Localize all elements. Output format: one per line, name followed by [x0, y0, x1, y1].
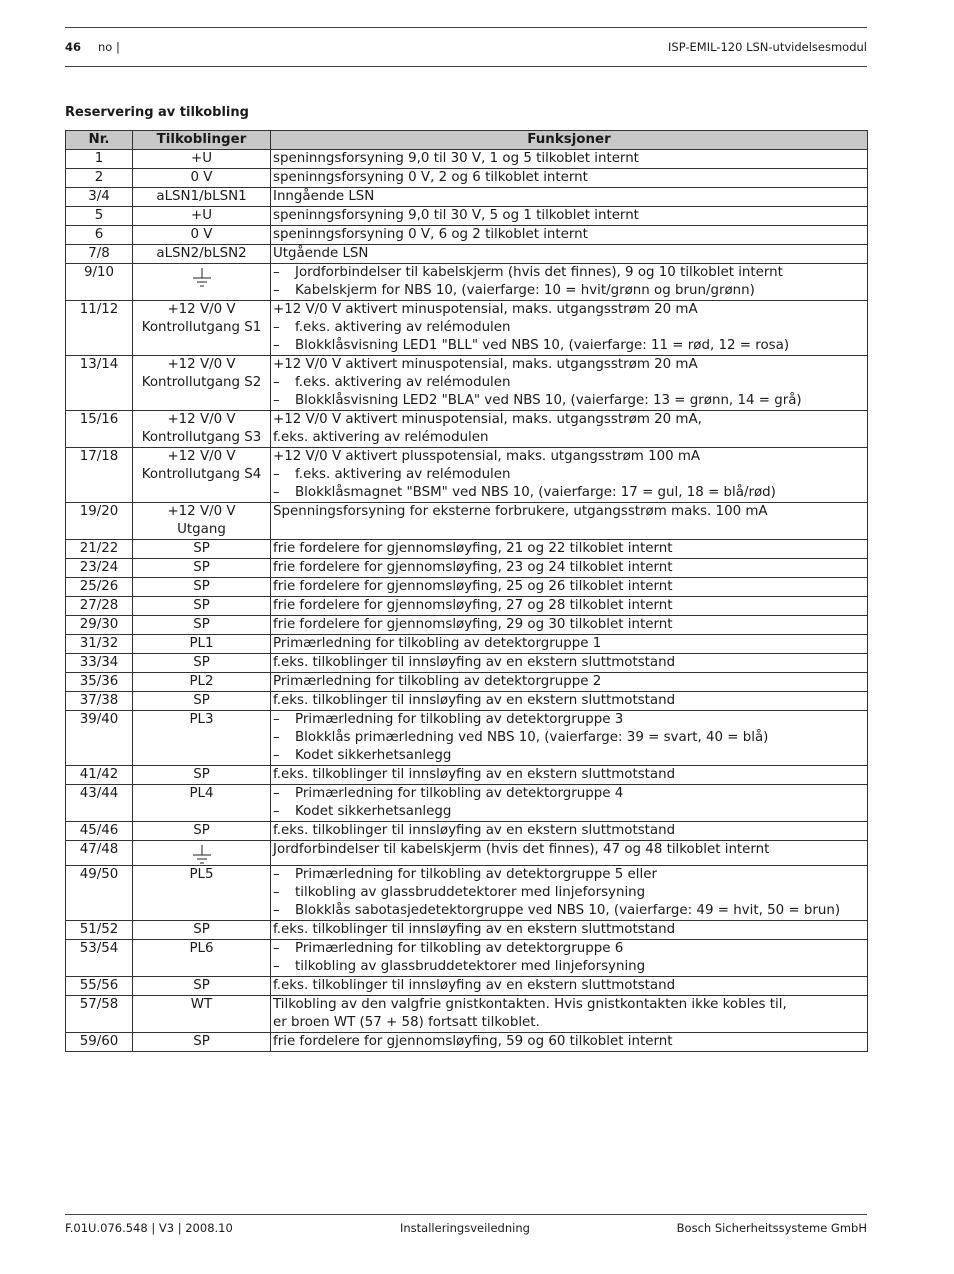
- function-bullet-line: [273, 337, 865, 355]
- cell-nr: 2: [66, 169, 133, 188]
- cell-connection: [133, 692, 271, 711]
- function-bullet-line: [273, 958, 865, 976]
- cell-function: [271, 692, 868, 711]
- cell-connection: [133, 301, 271, 356]
- function-text: tilkobling av glassbruddetektorer med linjeforsyning: [295, 885, 646, 900]
- cell-nr: 33/34: [66, 654, 133, 673]
- cell-nr: 3/4: [66, 188, 133, 207]
- ground-icon: [191, 843, 213, 865]
- cell-function: [271, 940, 868, 977]
- table-row: [66, 822, 868, 841]
- connection-label: SP: [193, 767, 210, 782]
- function-text: Primærledning for tilkobling av detektorgruppe 1: [273, 636, 602, 651]
- cell-connection: [133, 207, 271, 226]
- cell-function: [271, 245, 868, 264]
- function-text: speninngsforsyning 9,0 til 30 V, 5 og 1 tilkoblet internt: [273, 208, 639, 223]
- language-label: no |: [98, 40, 120, 54]
- cell-connection: [133, 448, 271, 503]
- dash-bullet: –: [273, 320, 280, 335]
- cell-connection: [133, 188, 271, 207]
- function-line: [273, 616, 865, 634]
- table-row: [66, 841, 868, 866]
- function-text: Jordforbindelser til kabelskjerm (hvis det finnes), 47 og 48 tilkoblet internt: [273, 842, 770, 857]
- function-text: frie fordelere for gjennomsløyfing, 23 og 24 tilkoblet internt: [273, 560, 673, 575]
- cell-function: [271, 448, 868, 503]
- connection-label: +12 V/0 V: [167, 302, 236, 317]
- cell-nr: 39/40: [66, 711, 133, 766]
- connection-table: [65, 130, 868, 1052]
- cell-nr: 1: [66, 150, 133, 169]
- function-text: Blokklåsmagnet "BSM" ved NBS 10, (vaierfarge: 17 = gul, 18 = blå/rød): [295, 485, 776, 500]
- function-text: Utgående LSN: [273, 246, 369, 261]
- connection-label: Utgang: [177, 522, 226, 537]
- function-bullet-line: [273, 264, 865, 282]
- table-row: [66, 921, 868, 940]
- dash-bullet: –: [273, 885, 280, 900]
- cell-connection: [133, 503, 271, 540]
- cell-connection: [133, 785, 271, 822]
- dash-bullet: –: [273, 748, 280, 763]
- cell-nr: 49/50: [66, 866, 133, 921]
- function-line: [273, 654, 865, 672]
- connection-label: +U: [190, 208, 213, 223]
- function-text: Tilkobling av den valgfrie gnistkontakten. Hvis gnistkontakten ikke kobles til,: [273, 997, 787, 1012]
- table-row: [66, 226, 868, 245]
- cell-function: [271, 597, 868, 616]
- function-text: f.eks. tilkoblinger til innsløyfing av en ekstern sluttmotstand: [273, 655, 676, 670]
- column-header-nr: Nr.: [66, 131, 133, 150]
- table-row: [66, 188, 868, 207]
- cell-function: [271, 356, 868, 411]
- function-bullet-line: [273, 711, 865, 729]
- function-line: [273, 356, 865, 374]
- cell-connection: [133, 540, 271, 559]
- table-row: [66, 448, 868, 503]
- function-bullet-line: [273, 319, 865, 337]
- function-text: f.eks. aktivering av relémodulen: [295, 467, 511, 482]
- connection-label: 0 V: [190, 170, 213, 185]
- cell-function: [271, 226, 868, 245]
- function-text: frie fordelere for gjennomsløyfing, 29 og 30 tilkoblet internt: [273, 617, 673, 632]
- function-line: [273, 411, 865, 429]
- cell-connection: [133, 940, 271, 977]
- cell-function: [271, 264, 868, 301]
- table-row: [66, 635, 868, 654]
- function-line: [273, 673, 865, 691]
- function-line: [273, 766, 865, 784]
- function-text: frie fordelere for gjennomsløyfing, 59 og 60 tilkoblet internt: [273, 1034, 673, 1049]
- cell-function: [271, 207, 868, 226]
- function-text: f.eks. tilkoblinger til innsløyfing av en ekstern sluttmotstand: [273, 823, 676, 838]
- function-line: [273, 635, 865, 653]
- document-title: ISP-EMIL-120 LSN-utvidelsesmodul: [668, 40, 867, 54]
- table-row: [66, 356, 868, 411]
- table-row: [66, 559, 868, 578]
- connection-label: SP: [193, 541, 210, 556]
- dash-bullet: –: [273, 265, 280, 280]
- function-text: f.eks. aktivering av relémodulen: [295, 375, 511, 390]
- connection-label: +12 V/0 V: [167, 449, 236, 464]
- cell-nr: 45/46: [66, 822, 133, 841]
- function-text: er broen WT (57 + 58) fortsatt tilkoblet.: [273, 1015, 540, 1030]
- cell-connection: [133, 635, 271, 654]
- connection-label: PL3: [189, 712, 214, 727]
- function-bullet-line: [273, 940, 865, 958]
- connection-label: Kontrollutgang S2: [141, 375, 262, 390]
- table-row: [66, 977, 868, 996]
- table-row: [66, 866, 868, 921]
- cell-nr: 41/42: [66, 766, 133, 785]
- table-row: [66, 940, 868, 977]
- section-title: Reservering av tilkobling: [65, 105, 249, 120]
- cell-connection: [133, 578, 271, 597]
- cell-nr: 6: [66, 226, 133, 245]
- table-row: [66, 785, 868, 822]
- function-text: Inngående LSN: [273, 189, 375, 204]
- function-line: [273, 188, 865, 206]
- dash-bullet: –: [273, 867, 280, 882]
- function-bullet-line: [273, 374, 865, 392]
- function-text: f.eks. aktivering av relémodulen: [295, 320, 511, 335]
- cell-connection: [133, 921, 271, 940]
- function-text: speninngsforsyning 9,0 til 30 V, 1 og 5 tilkoblet internt: [273, 151, 639, 166]
- table-row: [66, 169, 868, 188]
- table-row: [66, 150, 868, 169]
- table-row: [66, 1033, 868, 1052]
- connection-label: SP: [193, 560, 210, 575]
- cell-nr: 25/26: [66, 578, 133, 597]
- dash-bullet: –: [273, 283, 280, 298]
- cell-nr: 23/24: [66, 559, 133, 578]
- dash-bullet: –: [273, 903, 280, 918]
- dash-bullet: –: [273, 712, 280, 727]
- cell-function: [271, 785, 868, 822]
- function-text: Kabelskjerm for NBS 10, (vaierfarge: 10 = hvit/grønn og brun/grønn): [295, 283, 755, 298]
- footer-company: Bosch Sicherheitssysteme GmbH: [676, 1221, 867, 1235]
- footer-doc-code: F.01U.076.548 | V3 | 2008.10: [65, 1221, 233, 1235]
- cell-connection: [133, 411, 271, 448]
- function-text: f.eks. tilkoblinger til innsløyfing av en ekstern sluttmotstand: [273, 767, 676, 782]
- connection-label: WT: [190, 997, 213, 1012]
- function-bullet-line: [273, 484, 865, 502]
- connection-label: PL6: [189, 941, 214, 956]
- cell-function: [271, 654, 868, 673]
- cell-nr: 37/38: [66, 692, 133, 711]
- connection-label: SP: [193, 579, 210, 594]
- function-text: Primærledning for tilkobling av detektorgruppe 4: [295, 786, 624, 801]
- table-row: [66, 245, 868, 264]
- cell-function: [271, 996, 868, 1033]
- connection-label: SP: [193, 823, 210, 838]
- connection-label: PL5: [189, 867, 214, 882]
- table-row: [66, 540, 868, 559]
- connection-label: Kontrollutgang S4: [141, 467, 262, 482]
- cell-connection: [133, 977, 271, 996]
- function-bullet-line: [273, 466, 865, 484]
- cell-connection: [133, 356, 271, 411]
- cell-function: [271, 635, 868, 654]
- header-top-rule: [65, 27, 867, 28]
- connection-label: PL1: [189, 636, 214, 651]
- function-line: [273, 977, 865, 995]
- dash-bullet: –: [273, 375, 280, 390]
- cell-nr: 59/60: [66, 1033, 133, 1052]
- connection-label: SP: [193, 617, 210, 632]
- function-text: Blokklås primærledning ved NBS 10, (vaierfarge: 39 = svart, 40 = blå): [295, 730, 769, 745]
- connection-label: Kontrollutgang S1: [141, 320, 262, 335]
- function-text: speninngsforsyning 0 V, 2 og 6 tilkoblet internt: [273, 170, 588, 185]
- cell-function: [271, 1033, 868, 1052]
- cell-nr: 15/16: [66, 411, 133, 448]
- cell-function: [271, 866, 868, 921]
- cell-function: [271, 169, 868, 188]
- function-text: Kodet sikkerhetsanlegg: [295, 748, 452, 763]
- cell-function: [271, 559, 868, 578]
- function-line: [273, 996, 865, 1014]
- cell-nr: 13/14: [66, 356, 133, 411]
- function-line: [273, 1014, 865, 1032]
- cell-function: [271, 411, 868, 448]
- function-text: frie fordelere for gjennomsløyfing, 27 og 28 tilkoblet internt: [273, 598, 673, 613]
- cell-function: [271, 711, 868, 766]
- table-row: [66, 264, 868, 301]
- dash-bullet: –: [273, 730, 280, 745]
- function-line: [273, 921, 865, 939]
- table-row: [66, 597, 868, 616]
- function-line: [273, 429, 865, 447]
- cell-connection: [133, 654, 271, 673]
- table-row: [66, 207, 868, 226]
- function-bullet-line: [273, 392, 865, 410]
- function-text: +12 V/0 V aktivert minuspotensial, maks. utgangsstrøm 20 mA: [273, 302, 698, 317]
- cell-connection: [133, 766, 271, 785]
- function-text: Primærledning for tilkobling av detektorgruppe 3: [295, 712, 624, 727]
- connection-label: SP: [193, 693, 210, 708]
- column-header-connections: Tilkoblinger: [133, 131, 271, 150]
- table-row: [66, 301, 868, 356]
- table-row: [66, 996, 868, 1033]
- function-text: frie fordelere for gjennomsløyfing, 25 og 26 tilkoblet internt: [273, 579, 673, 594]
- connection-label: aLSN1/bLSN1: [156, 189, 247, 204]
- function-line: [273, 150, 865, 168]
- table-row: [66, 578, 868, 597]
- function-bullet-line: [273, 747, 865, 765]
- function-text: Kodet sikkerhetsanlegg: [295, 804, 452, 819]
- function-bullet-line: [273, 884, 865, 902]
- function-text: Blokklåsvisning LED1 "BLL" ved NBS 10, (vaierfarge: 11 = rød, 12 = rosa): [295, 338, 790, 353]
- table-body: [66, 150, 868, 1052]
- function-text: Primærledning for tilkobling av detektorgruppe 6: [295, 941, 624, 956]
- function-text: f.eks. tilkoblinger til innsløyfing av en ekstern sluttmotstand: [273, 978, 676, 993]
- table-row: [66, 711, 868, 766]
- function-text: Jordforbindelser til kabelskjerm (hvis det finnes), 9 og 10 tilkoblet internt: [295, 265, 783, 280]
- cell-function: [271, 921, 868, 940]
- function-text: Spenningsforsyning for eksterne forbrukere, utgangsstrøm maks. 100 mA: [273, 504, 768, 519]
- function-text: Blokklås sabotasjedetektorgruppe ved NBS 10, (vaierfarge: 49 = hvit, 50 = brun): [295, 903, 841, 918]
- cell-function: [271, 673, 868, 692]
- connection-label: SP: [193, 1034, 210, 1049]
- function-text: Primærledning for tilkobling av detektorgruppe 2: [273, 674, 602, 689]
- connection-label: 0 V: [190, 227, 213, 242]
- function-text: +12 V/0 V aktivert plusspotensial, maks. utgangsstrøm 100 mA: [273, 449, 701, 464]
- cell-connection: [133, 616, 271, 635]
- cell-function: [271, 540, 868, 559]
- cell-connection: [133, 597, 271, 616]
- function-bullet-line: [273, 785, 865, 803]
- function-line: [273, 207, 865, 225]
- function-line: [273, 448, 865, 466]
- function-text: +12 V/0 V aktivert minuspotensial, maks. utgangsstrøm 20 mA: [273, 357, 698, 372]
- cell-nr: 47/48: [66, 841, 133, 866]
- cell-function: [271, 616, 868, 635]
- cell-nr: 27/28: [66, 597, 133, 616]
- cell-nr: 57/58: [66, 996, 133, 1033]
- cell-nr: 19/20: [66, 503, 133, 540]
- function-text: Blokklåsvisning LED2 "BLA" ved NBS 10, (vaierfarge: 13 = grønn, 14 = grå): [295, 393, 802, 408]
- connection-label: SP: [193, 922, 210, 937]
- table-row: [66, 503, 868, 540]
- function-line: [273, 578, 865, 596]
- function-text: speninngsforsyning 0 V, 6 og 2 tilkoblet internt: [273, 227, 588, 242]
- cell-nr: 29/30: [66, 616, 133, 635]
- cell-function: [271, 766, 868, 785]
- function-bullet-line: [273, 803, 865, 821]
- cell-connection: [133, 1033, 271, 1052]
- function-bullet-line: [273, 282, 865, 300]
- function-bullet-line: [273, 729, 865, 747]
- header-bottom-rule: [65, 66, 867, 67]
- cell-connection: [133, 169, 271, 188]
- dash-bullet: –: [273, 338, 280, 353]
- cell-function: [271, 301, 868, 356]
- function-text: tilkobling av glassbruddetektorer med linjeforsyning: [295, 959, 646, 974]
- cell-nr: 7/8: [66, 245, 133, 264]
- table-row: [66, 692, 868, 711]
- connection-label: SP: [193, 978, 210, 993]
- table-row: [66, 616, 868, 635]
- cell-connection: [133, 559, 271, 578]
- function-text: f.eks. aktivering av relémodulen: [273, 430, 489, 445]
- connection-label: +U: [190, 151, 213, 166]
- cell-function: [271, 503, 868, 540]
- cell-connection: [133, 245, 271, 264]
- cell-nr: 17/18: [66, 448, 133, 503]
- ground-icon: [191, 266, 213, 288]
- connection-label: SP: [193, 598, 210, 613]
- dash-bullet: –: [273, 467, 280, 482]
- connection-label: Kontrollutgang S3: [141, 430, 262, 445]
- cell-nr: 5: [66, 207, 133, 226]
- cell-function: [271, 977, 868, 996]
- function-bullet-line: [273, 866, 865, 884]
- cell-nr: 9/10: [66, 264, 133, 301]
- connection-label: +12 V/0 V: [167, 357, 236, 372]
- cell-nr: 51/52: [66, 921, 133, 940]
- function-line: [273, 301, 865, 319]
- cell-function: [271, 150, 868, 169]
- cell-nr: 11/12: [66, 301, 133, 356]
- footer-rule: [65, 1214, 867, 1215]
- cell-connection: [133, 841, 271, 866]
- cell-nr: 35/36: [66, 673, 133, 692]
- connection-label: aLSN2/bLSN2: [156, 246, 247, 261]
- function-text: Primærledning for tilkobling av detektorgruppe 5 eller: [295, 867, 657, 882]
- function-text: f.eks. tilkoblinger til innsløyfing av en ekstern sluttmotstand: [273, 922, 676, 937]
- dash-bullet: –: [273, 393, 280, 408]
- function-text: f.eks. tilkoblinger til innsløyfing av en ekstern sluttmotstand: [273, 693, 676, 708]
- cell-connection: [133, 264, 271, 301]
- connection-label: +12 V/0 V: [167, 412, 236, 427]
- dash-bullet: –: [273, 959, 280, 974]
- dash-bullet: –: [273, 485, 280, 500]
- cell-nr: 55/56: [66, 977, 133, 996]
- cell-nr: 31/32: [66, 635, 133, 654]
- column-header-functions: Funksjoner: [271, 131, 868, 150]
- cell-connection: [133, 673, 271, 692]
- cell-function: [271, 822, 868, 841]
- dash-bullet: –: [273, 786, 280, 801]
- connection-label: PL2: [189, 674, 214, 689]
- cell-nr: 43/44: [66, 785, 133, 822]
- dash-bullet: –: [273, 941, 280, 956]
- function-line: [273, 692, 865, 710]
- function-line: [273, 503, 865, 521]
- cell-connection: [133, 150, 271, 169]
- function-text: frie fordelere for gjennomsløyfing, 21 og 22 tilkoblet internt: [273, 541, 673, 556]
- function-line: [273, 226, 865, 244]
- cell-nr: 53/54: [66, 940, 133, 977]
- cell-connection: [133, 711, 271, 766]
- cell-connection: [133, 822, 271, 841]
- dash-bullet: –: [273, 804, 280, 819]
- connection-label: SP: [193, 655, 210, 670]
- cell-function: [271, 841, 868, 866]
- cell-function: [271, 188, 868, 207]
- function-line: [273, 245, 865, 263]
- cell-connection: [133, 866, 271, 921]
- table-row: [66, 411, 868, 448]
- page-number: 46: [65, 40, 82, 54]
- function-bullet-line: [273, 902, 865, 920]
- function-text: +12 V/0 V aktivert minuspotensial, maks. utgangsstrøm 20 mA,: [273, 412, 702, 427]
- function-line: [273, 597, 865, 615]
- connection-label: +12 V/0 V: [167, 504, 236, 519]
- connection-label: PL4: [189, 786, 214, 801]
- table-row: [66, 673, 868, 692]
- function-line: [273, 559, 865, 577]
- cell-function: [271, 578, 868, 597]
- cell-nr: 21/22: [66, 540, 133, 559]
- table-header-row: [66, 131, 868, 150]
- cell-connection: [133, 996, 271, 1033]
- function-line: [273, 540, 865, 558]
- function-line: [273, 169, 865, 187]
- function-line: [273, 822, 865, 840]
- function-line: [273, 841, 865, 859]
- function-line: [273, 1033, 865, 1051]
- cell-connection: [133, 226, 271, 245]
- footer-doc-type: Installeringsveiledning: [400, 1221, 530, 1235]
- table-row: [66, 654, 868, 673]
- table-row: [66, 766, 868, 785]
